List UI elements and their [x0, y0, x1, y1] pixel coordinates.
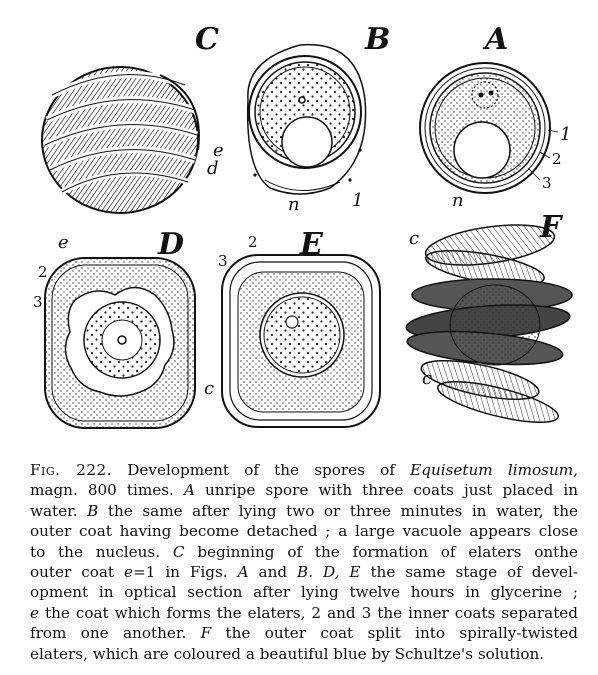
panel-label-c: C: [195, 22, 219, 57]
panel-ref: A: [237, 563, 249, 582]
spore-b-drawing: [248, 45, 366, 194]
caption-text: unripe spore with three coats just placed in: [204, 481, 579, 500]
spore-a-drawing: [420, 63, 558, 193]
panel-ref: B: [87, 501, 99, 520]
label-f-c-bottom: c: [422, 368, 433, 389]
caption-line-6: [30, 562, 578, 582]
panel-ref: e: [30, 603, 39, 622]
caption-text: water.: [30, 501, 78, 520]
caption-text: the coat which forms the elaters, 2 and 3 the inner coats separated: [44, 603, 579, 622]
caption-text: to the nucleus.: [30, 542, 161, 561]
label-a-1: 1: [560, 124, 572, 145]
spore-c-drawing: [42, 67, 199, 213]
spore-d-drawing: [45, 258, 195, 428]
panel-ref: D, E: [322, 563, 361, 582]
label-c-e: e: [213, 140, 224, 161]
caption-line-3: [30, 501, 578, 521]
label-e-2: 2: [248, 233, 258, 251]
spore-f-drawing: [405, 218, 572, 430]
caption-line-4: outer coat having become detached ; a large vacuole appears close: [30, 522, 578, 541]
panel-ref: A: [183, 481, 195, 500]
panel-label-a: A: [485, 22, 509, 57]
label-a-2: 2: [552, 150, 562, 168]
label-f-c-top: c: [409, 228, 420, 249]
caption-text: the same stage of devel-: [370, 563, 579, 582]
label-d-2: 2: [38, 263, 48, 281]
label-e-3: 3: [218, 252, 228, 270]
label-e-c: c: [204, 378, 215, 399]
label-a-n: n: [452, 190, 464, 211]
caption-text: magn. 800 times.: [30, 481, 174, 500]
caption-text: beginning of the formation of elaters onthe: [197, 542, 578, 561]
caption-text: the same after lying two or three minutes in water, the: [107, 501, 579, 520]
caption-line-2: [30, 480, 578, 500]
label-c-d: d: [207, 158, 219, 179]
caption-text: outer coat: [30, 563, 115, 582]
label-d-e: e: [58, 232, 69, 253]
figure-caption: [30, 460, 578, 664]
caption-line-10: elaters, which are coloured a beautiful blue by Schultze's solution.: [30, 644, 545, 663]
panel-label-e: E: [300, 227, 323, 262]
label-b-1: 1: [352, 190, 364, 211]
caption-line-9: [30, 623, 578, 643]
caption-line-8: [30, 603, 578, 623]
caption-text: the outer coat split into spirally-twisted: [225, 624, 579, 643]
caption-text: Development of the spores of: [127, 461, 395, 479]
panel-label-b: B: [365, 22, 391, 57]
caption-line-7: opment in optical section after lying twelve hours in glycerine ;: [30, 583, 578, 602]
caption-line-1: [30, 460, 578, 480]
species-name: Equisetum limosum,: [410, 461, 578, 479]
panel-ref: C: [172, 542, 185, 561]
figure-number: Fig. 222.: [30, 461, 113, 479]
caption-text: and: [258, 563, 288, 582]
panel-ref: e: [123, 563, 133, 582]
caption-text: =1 in Figs.: [132, 563, 228, 582]
panel-label-f: F: [540, 210, 562, 245]
caption-line-5: [30, 542, 578, 562]
caption-text: from one another.: [30, 624, 187, 643]
label-b-n: n: [288, 194, 300, 215]
panel-ref: F: [200, 624, 212, 643]
panel-ref: B.: [297, 563, 314, 582]
label-a-3: 3: [542, 174, 552, 192]
label-d-3: 3: [33, 293, 43, 311]
spore-e-drawing: [222, 255, 380, 427]
panel-label-d: D: [158, 227, 185, 262]
